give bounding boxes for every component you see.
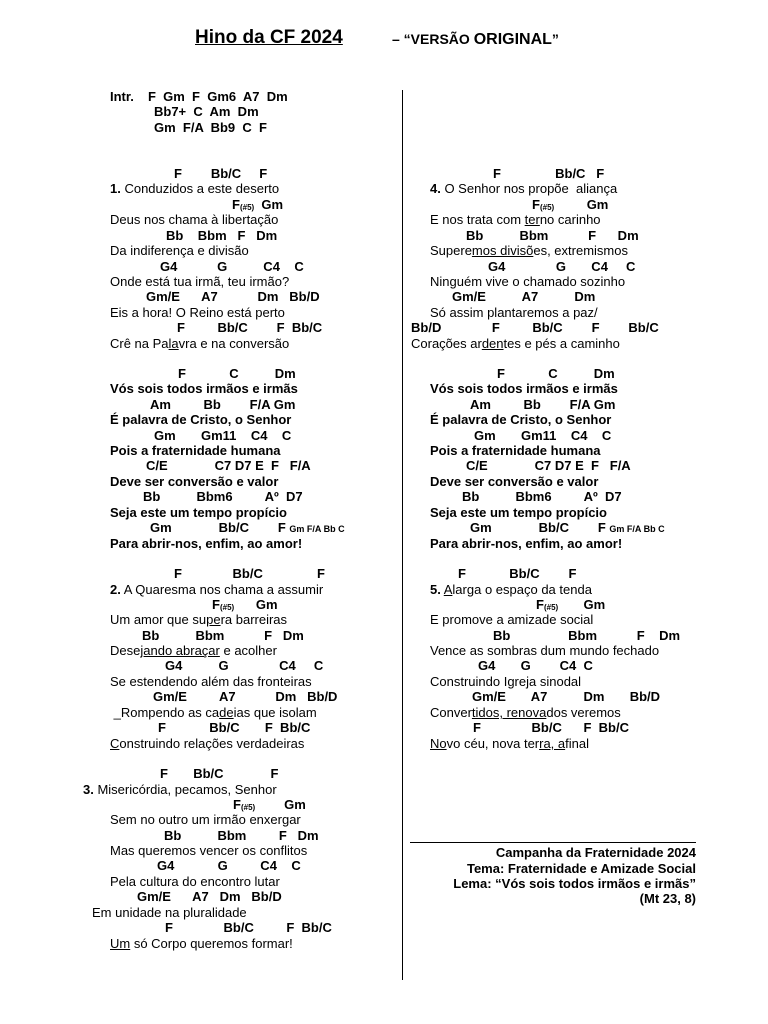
lyric-underlined: C <box>110 736 120 751</box>
verse2-line-5 <box>110 705 317 720</box>
chorus-right-line-2: É palavra de Cristo, o Senhor <box>430 412 612 427</box>
verse5-line-5 <box>430 705 621 720</box>
lyric-text: Dese <box>110 643 141 658</box>
lyric-text: Misericórdia, pecamos, Senhor <box>93 782 277 797</box>
intro-label: Intr. <box>110 89 134 104</box>
verse4-chords-1: F Bb/C F <box>493 166 605 181</box>
chord: F <box>212 597 220 612</box>
lyric-underlined: ra, a <box>539 736 566 751</box>
verse5-line-3: Vence as sombras dum mundo fechado <box>430 643 660 658</box>
verse1-line-6 <box>110 336 289 351</box>
lyric-underlined: pe <box>206 612 221 627</box>
verse3-chords-5: Gm/E A7 Dm Bb/D <box>137 889 282 904</box>
verse-number: 5. <box>430 582 441 597</box>
footer-motto: Lema: “Vós sois todos irmãos e irmãs” <box>453 876 696 891</box>
chord: F <box>536 597 544 612</box>
verse-number: 2. <box>110 582 121 597</box>
lyric-text: E nos trata com <box>430 212 525 227</box>
verse1-line-4: Onde está tua irmã, teu irmão? <box>110 274 290 289</box>
verse3-chords-3: Bb Bbm F Dm <box>164 828 319 843</box>
chorus-right-chords-3: Gm Gm11 C4 C <box>474 428 612 443</box>
chord: Gm <box>255 797 306 812</box>
verse2-line-4: Se estendendo além das fronteiras <box>110 674 312 689</box>
verse1-line-2: Deus nos chama à libertação <box>110 212 279 227</box>
footer-reference: (Mt 23, 8) <box>639 891 696 906</box>
chorus-right-line-6: Para abrir-nos, enfim, ao amor! <box>430 536 623 551</box>
verse-number: 1. <box>110 181 121 196</box>
chord: Gm Bb/C F <box>470 520 606 535</box>
lyric-text: no carinho <box>539 212 601 227</box>
verse4-line-6 <box>411 336 620 351</box>
chord: Gm <box>254 197 284 212</box>
lyric-text: Rompendo as ca <box>120 705 220 720</box>
verse5-chords-4: G4 G C4 C <box>478 658 593 673</box>
lyric-text: onstruindo relações verdadeiras <box>119 736 305 751</box>
lyric-underlined: tidos, renova <box>471 705 547 720</box>
chord: F <box>233 797 241 812</box>
lyric-text: A Quaresma nos chama a assumir <box>120 582 324 597</box>
verse4-line-2 <box>430 212 601 227</box>
chord-small: Gm F/A Bb C <box>609 524 665 534</box>
verse1-line-3: Da indiferença e divisão <box>110 243 249 258</box>
intro-chords-3: Gm F/A Bb9 C F <box>154 120 267 135</box>
verse2-chords-6: F Bb/C F Bb/C <box>158 720 311 735</box>
chorus-left-chords-6 <box>150 520 345 537</box>
lyric-text: só Corpo queremos formar! <box>130 936 293 951</box>
footer-divider <box>410 842 696 843</box>
chord: Gm Bb/C F <box>150 520 286 535</box>
chorus-left-chords-5: Bb Bbm6 Aº D7 <box>143 489 303 504</box>
lyric-text: ias que isolam <box>233 705 317 720</box>
verse2-line-2 <box>110 612 287 627</box>
lyric-text: e acolher <box>219 643 277 658</box>
version-subtitle <box>392 31 559 49</box>
chord: F <box>532 197 540 212</box>
footer-campaign: Campanha da Fraternidade 2024 <box>495 845 696 860</box>
verse3-chords-6: F Bb/C F Bb/C <box>165 920 332 935</box>
lyric-text: es, extremismos <box>533 243 628 258</box>
subtitle-original: ORIGINAL <box>473 31 552 48</box>
subtitle-close: ” <box>551 31 559 47</box>
lyric-underlined: den <box>481 336 504 351</box>
chord-alteration: (#5) <box>239 203 255 212</box>
verse4-line-5: Só assim plantaremos a paz/ <box>430 305 598 320</box>
lyric-text: Um amor que su <box>110 612 207 627</box>
page-title: Hino da CF 2024 <box>195 27 343 48</box>
chord: F <box>232 197 240 212</box>
chorus-right-chords-6 <box>470 520 665 537</box>
verse2-line-1 <box>110 582 323 597</box>
verse4-chords-3: Bb Bbm F Dm <box>466 228 639 243</box>
lyric-text: Supere <box>430 243 472 258</box>
chorus-left-line-6: Para abrir-nos, enfim, ao amor! <box>110 536 303 551</box>
verse3-line-4: Pela cultura do encontro lutar <box>110 874 280 889</box>
verse3-line-6 <box>110 936 293 951</box>
chorus-right-chords-1: F C Dm <box>497 366 615 381</box>
chorus-right-line-3: Pois a fraternidade humana <box>430 443 601 458</box>
footer-theme: Tema: Fraternidade e Amizade Social <box>466 861 696 876</box>
lyric-underlined: A <box>443 582 453 597</box>
verse2-chords-1: F Bb/C F <box>174 566 325 581</box>
verse5-line-4: Construindo Igreja sinodal <box>430 674 582 689</box>
verse5-line-2: E promove a amizade social <box>430 612 594 627</box>
subtitle-prefix: – “VERSÃO <box>392 31 470 47</box>
chorus-left-line-4: Deve ser conversão e valor <box>110 474 279 489</box>
verse5-chords-1: F Bb/C F <box>458 566 577 581</box>
verse1-chords-6: F Bb/C F Bb/C <box>177 320 323 335</box>
chord-alteration: (#5) <box>219 603 235 612</box>
lyric-underlined: la <box>168 336 179 351</box>
intro-chords-2: Bb7+ C Am Dm <box>154 104 259 119</box>
chord-small: Gm F/A Bb C <box>289 524 345 534</box>
chorus-left-line-2: É palavra de Cristo, o Senhor <box>110 412 292 427</box>
verse2-chords-5: Gm/E A7 Dm Bb/D <box>153 689 338 704</box>
verse3-chords-1: F Bb/C F <box>160 766 279 781</box>
chorus-right-chords-5: Bb Bbm6 Aº D7 <box>462 489 622 504</box>
column-divider <box>402 90 403 980</box>
chord: Gm <box>558 597 606 612</box>
verse4-line-1 <box>430 181 617 196</box>
lyric-underlined: mos divisõ <box>471 243 534 258</box>
lyric-text: tes e pés a caminho <box>503 336 620 351</box>
lyric-text: larga o espaço da tenda <box>452 582 592 597</box>
lyric-text: O Senhor nos propõe aliança <box>440 181 618 196</box>
lyric-underlined: Um <box>110 936 131 951</box>
lyric-text: Conduzidos a este deserto <box>120 181 280 196</box>
verse3-line-2: Sem no outro um irmão enxergar <box>110 812 301 827</box>
chorus-left-line-3: Pois a fraternidade humana <box>110 443 281 458</box>
verse1-chords-5: Gm/E A7 Dm Bb/D <box>146 289 320 304</box>
verse1-chords-1: F Bb/C F <box>174 166 268 181</box>
verse3-chords-4: G4 G C4 C <box>157 858 301 873</box>
verse4-line-4: Ninguém vive o chamado sozinho <box>430 274 626 289</box>
verse5-chords-3: Bb Bbm F Dm <box>493 628 681 643</box>
verse3-line-5: Em unidade na pluralidade <box>92 905 247 920</box>
verse2-chords-4: G4 G C4 C <box>165 658 324 673</box>
lyric-text: Crê na Pa <box>110 336 169 351</box>
lyric-text: ra barreiras <box>220 612 288 627</box>
verse1-chords-4: G4 G C4 C <box>160 259 304 274</box>
verse3-line-1 <box>83 782 277 797</box>
lyric-text: vo céu, nova ter <box>446 736 540 751</box>
chord: Gm <box>234 597 278 612</box>
verse5-chords-5: Gm/E A7 Dm Bb/D <box>472 689 661 704</box>
chord-alteration: (#5) <box>539 203 555 212</box>
verse1-chords-3: Bb Bbm F Dm <box>166 228 278 243</box>
verse4-line-3 <box>430 243 628 258</box>
lyric-text: Corações ar <box>411 336 482 351</box>
chorus-left-line-1: Vós sois todos irmãos e irmãs <box>110 381 298 396</box>
verse5-line-1 <box>430 582 592 597</box>
intro-chords-1: F Gm F Gm6 A7 Dm <box>148 89 288 104</box>
lyric-text: Conver <box>430 705 472 720</box>
lyric-text: _ <box>113 705 121 720</box>
verse-number: 3. <box>83 782 94 797</box>
chorus-left-chords-2: Am Bb F/A Gm <box>150 397 296 412</box>
chorus-right-line-4: Deve ser conversão e valor <box>430 474 599 489</box>
verse5-line-6 <box>430 736 589 751</box>
verse1-line-5: Eis a hora! O Reino está perto <box>110 305 285 320</box>
verse2-line-6 <box>110 736 304 751</box>
verse-number: 4. <box>430 181 441 196</box>
chorus-right-chords-2: Am Bb F/A Gm <box>470 397 616 412</box>
verse2-chords-3: Bb Bbm F Dm <box>142 628 304 643</box>
chord-alteration: (#5) <box>240 803 256 812</box>
chorus-left-chords-4: C/E C7 D7 E F F/A <box>146 458 311 473</box>
verse5-chords-6: F Bb/C F Bb/C <box>473 720 629 735</box>
verse4-chords-6: Bb/D F Bb/C F Bb/C <box>411 320 659 335</box>
lyric-underlined: ter <box>524 212 540 227</box>
lyric-text: vra e na conversão <box>178 336 290 351</box>
chord: Gm <box>554 197 609 212</box>
lyric-underlined: de <box>219 705 234 720</box>
chord-alteration: (#5) <box>543 603 559 612</box>
verse2-line-3 <box>110 643 277 658</box>
verse4-chords-5: Gm/E A7 Dm <box>452 289 596 304</box>
lyric-text: dos veremos <box>546 705 621 720</box>
chorus-left-line-5: Seja este um tempo propício <box>110 505 287 520</box>
verse4-chords-4: G4 G C4 C <box>488 259 636 274</box>
chorus-right-line-5: Seja este um tempo propício <box>430 505 607 520</box>
chorus-left-chords-1: F C Dm <box>178 366 296 381</box>
verse3-line-3: Mas queremos vencer os conflitos <box>110 843 308 858</box>
verse1-line-1 <box>110 181 279 196</box>
chorus-right-chords-4: C/E C7 D7 E F F/A <box>466 458 631 473</box>
lyric-text: final <box>565 736 589 751</box>
lyric-underlined: jando abraçar <box>140 643 220 658</box>
chorus-right-line-1: Vós sois todos irmãos e irmãs <box>430 381 618 396</box>
lyric-underlined: No <box>430 736 447 751</box>
chorus-left-chords-3: Gm Gm11 C4 C <box>154 428 292 443</box>
